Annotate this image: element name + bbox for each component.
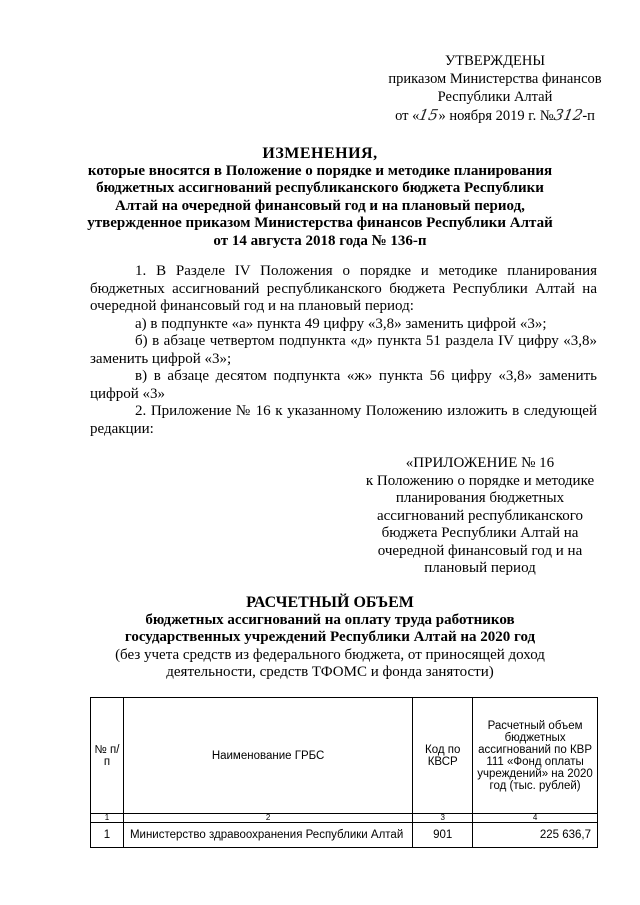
calc-line1: бюджетных ассигнований на оплату труда работников bbox=[145, 611, 515, 628]
colnum: 1 bbox=[91, 814, 124, 823]
paragraph-1: 1. В Разделе IV Положения о порядке и методике планирования бюджетных ассигнований республиканского бюджета Республики Алтай на очередной финансовый год и на плановый период: bbox=[90, 263, 597, 314]
row-code: 901 bbox=[413, 823, 473, 848]
budget-table bbox=[90, 697, 598, 848]
date-prefix: от « bbox=[395, 108, 420, 124]
subitem-a: а) в подпункте «а» пункта 49 цифру «3,8» заменить цифрой «3»; bbox=[135, 315, 547, 332]
appendix-text: к Положению о порядке и методике планирования бюджетных ассигнований республиканского бюджета Республики Алтай на очередной финансовый год и на плановый период bbox=[365, 472, 595, 576]
subitem-b: б) в абзаце четвертом подпункта «д» пункта 51 раздела IV цифру «3,8» заменить цифрой «3»; bbox=[90, 333, 597, 367]
calc-heading-block bbox=[100, 594, 560, 682]
colnum: 4 bbox=[473, 814, 598, 823]
document-body bbox=[90, 263, 597, 438]
date-mid: » ноября 2019 г. № bbox=[438, 108, 554, 124]
subitem-c: в) в абзаце десятом подпункта «ж» пункта 56 цифру «3,8» заменить цифрой «3» bbox=[90, 368, 597, 402]
row-num: 1 bbox=[91, 823, 124, 848]
approval-stamp bbox=[380, 52, 610, 125]
approval-status: УТВЕРЖДЕНЫ bbox=[444, 53, 546, 69]
header-amount: Расчетный объем бюджетных ассигнований по КВР 111 «Фонд оплаты учреждений» на 2020 год (тыс. рублей) bbox=[473, 698, 598, 814]
document-title bbox=[80, 145, 560, 250]
paragraph-2: 2. Приложение № 16 к указанному Положению изложить в следующей редакции: bbox=[90, 403, 597, 437]
calc-note: (без учета средств из федерального бюджета, от приносящей доход деятельности, средств ТФОМС и фонда занятости) bbox=[115, 646, 545, 680]
header-code: Код по КВСР bbox=[413, 698, 473, 814]
row-amount: 225 636,7 bbox=[473, 823, 598, 848]
calc-heading: РАСЧЕТНЫЙ ОБЪЕМ bbox=[246, 594, 414, 611]
handwritten-number: 312 bbox=[552, 106, 584, 124]
appendix-title: «ПРИЛОЖЕНИЕ № 16 bbox=[405, 455, 555, 471]
number-suffix: -п bbox=[582, 108, 595, 124]
title-main: ИЗМЕНЕНИЯ, bbox=[262, 145, 378, 162]
colnum: 3 bbox=[413, 814, 473, 823]
table-row bbox=[91, 823, 598, 848]
table-header-row bbox=[91, 698, 598, 814]
calc-line2: государственных учреждений Республики Алтай на 2020 год bbox=[124, 629, 536, 645]
header-num: № п/п bbox=[91, 698, 124, 814]
colnum: 2 bbox=[123, 814, 412, 823]
row-name: Министерство здравоохранения Республики Алтай bbox=[123, 823, 412, 848]
handwritten-day: 15 bbox=[417, 106, 441, 124]
appendix-header bbox=[360, 455, 600, 578]
table-colnum-row bbox=[91, 814, 598, 823]
title-sub: которые вносятся в Положение о порядке и методике планирования бюджетных ассигнований республиканского бюджета Республики Алтай на очередной финансовый год и на плановый период, утвержденное приказом Министерства финансов Республики Алтай от 14 августа 2018 года № 136-п bbox=[87, 162, 553, 249]
approval-line1: приказом Министерства финансов bbox=[388, 71, 602, 87]
header-name: Наименование ГРБС bbox=[123, 698, 412, 814]
approval-date bbox=[380, 106, 610, 125]
approval-line2: Республики Алтай bbox=[437, 89, 553, 105]
